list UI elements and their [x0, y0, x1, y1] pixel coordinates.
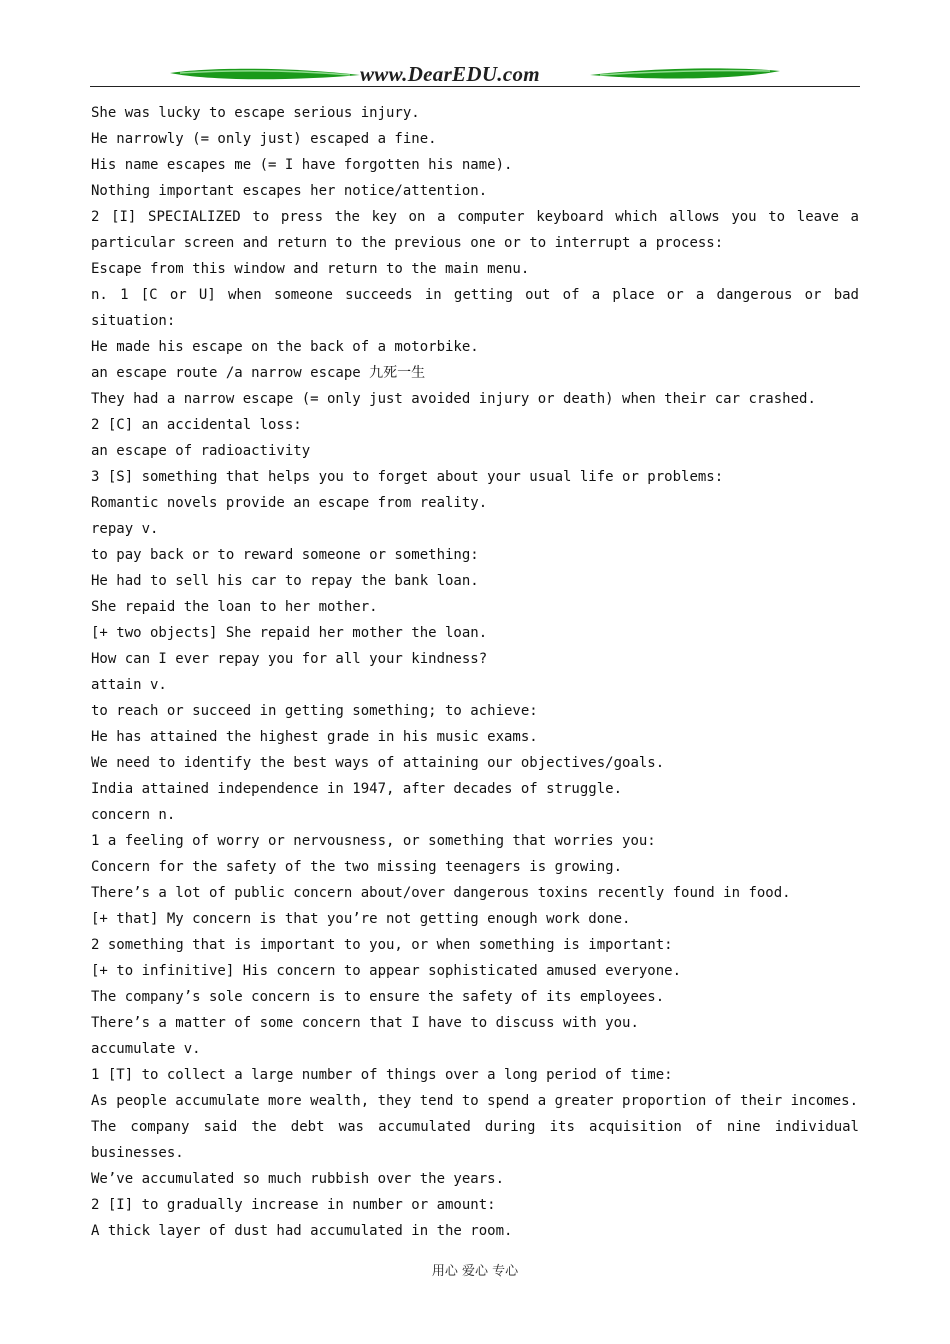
text-line: His name escapes me (= I have forgotten his name).: [91, 157, 513, 173]
document-body: [91, 100, 859, 1244]
text-line: There’s a matter of some concern that I have to discuss with you.: [91, 1015, 639, 1031]
text-line: He narrowly (= only just) escaped a fine.: [91, 131, 437, 147]
text-line: particular screen and return to the previous one or to interrupt a process:: [91, 235, 724, 251]
text-line: to reach or succeed in getting something; to achieve:: [91, 703, 538, 719]
headword: accumulate v.: [91, 1041, 201, 1057]
site-logo[interactable]: www.DearEDU.com: [360, 62, 540, 86]
headword: concern n.: [91, 807, 176, 823]
text-line: We’ve accumulated so much rubbish over the years.: [91, 1171, 505, 1187]
text-line: We need to identify the best ways of attaining our objectives/goals.: [91, 755, 665, 771]
text-line: situation:: [91, 313, 176, 329]
text-line: 1 [T] to collect a large number of things over a long period of time:: [91, 1067, 673, 1083]
text-line: 2 [I] SPECIALIZED to press the key on a computer keyboard which allows you to leave a: [91, 209, 859, 225]
text-line: 3 [S] something that helps you to forget about your usual life or problems:: [91, 469, 724, 485]
text-line: India attained independence in 1947, after decades of struggle.: [91, 781, 623, 797]
text-line: She was lucky to escape serious injury.: [91, 105, 420, 121]
text-line: The company’s sole concern is to ensure the safety of its employees.: [91, 989, 665, 1005]
text-line: She repaid the loan to her mother.: [91, 599, 378, 615]
text-line: A thick layer of dust had accumulated in the room.: [91, 1223, 513, 1239]
text-line: [+ to infinitive] His concern to appear sophisticated amused everyone.: [91, 963, 682, 979]
text-line: He has attained the highest grade in his music exams.: [91, 729, 538, 745]
text-line: [+ that] My concern is that you’re not getting enough work done.: [91, 911, 631, 927]
page-footer: 用心 爱心 专心: [431, 1264, 519, 1279]
text-line: to pay back or to reward someone or something:: [91, 547, 479, 563]
page-header: [90, 58, 860, 90]
text-line: He had to sell his car to repay the bank loan.: [91, 573, 479, 589]
green-swoosh-left-icon: [170, 67, 360, 83]
text-line: Escape from this window and return to the main menu.: [91, 261, 530, 277]
text-line: 2 [I] to gradually increase in number or amount:: [91, 1197, 496, 1213]
headword: attain v.: [91, 677, 167, 693]
headword: repay v.: [91, 521, 159, 537]
text-line: 2 [C] an accidental loss:: [91, 417, 302, 433]
text-line: The company said the debt was accumulated during its acquisition of nine individual: [91, 1119, 859, 1135]
text-line: They had a narrow escape (= only just avoided injury or death) when their car crashed.: [91, 391, 816, 407]
text-line: Romantic novels provide an escape from reality.: [91, 495, 488, 511]
text-line: [+ two objects] She repaid her mother the loan.: [91, 625, 488, 641]
text-line: How can I ever repay you for all your kindness?: [91, 651, 488, 667]
header-divider: [90, 86, 860, 87]
text-line: Concern for the safety of the two missing teenagers is growing.: [91, 859, 623, 875]
text-line: 1 a feeling of worry or nervousness, or something that worries you:: [91, 833, 656, 849]
text-line: He made his escape on the back of a motorbike.: [91, 339, 479, 355]
text-line: Nothing important escapes her notice/attention.: [91, 183, 488, 199]
text-line: an escape route /a narrow escape 九死一生: [91, 365, 426, 381]
text-line: As people accumulate more wealth, they tend to spend a greater proportion of their incomes.: [91, 1093, 859, 1109]
text-line: businesses.: [91, 1145, 184, 1161]
text-line: There’s a lot of public concern about/over dangerous toxins recently found in food.: [91, 885, 791, 901]
text-line: 2 something that is important to you, or when something is important:: [91, 937, 673, 953]
text-line: an escape of radioactivity: [91, 443, 311, 459]
text-line: n. 1 [C or U] when someone succeeds in getting out of a place or a dangerous or bad: [91, 287, 859, 303]
green-swoosh-right-icon: [590, 67, 780, 83]
